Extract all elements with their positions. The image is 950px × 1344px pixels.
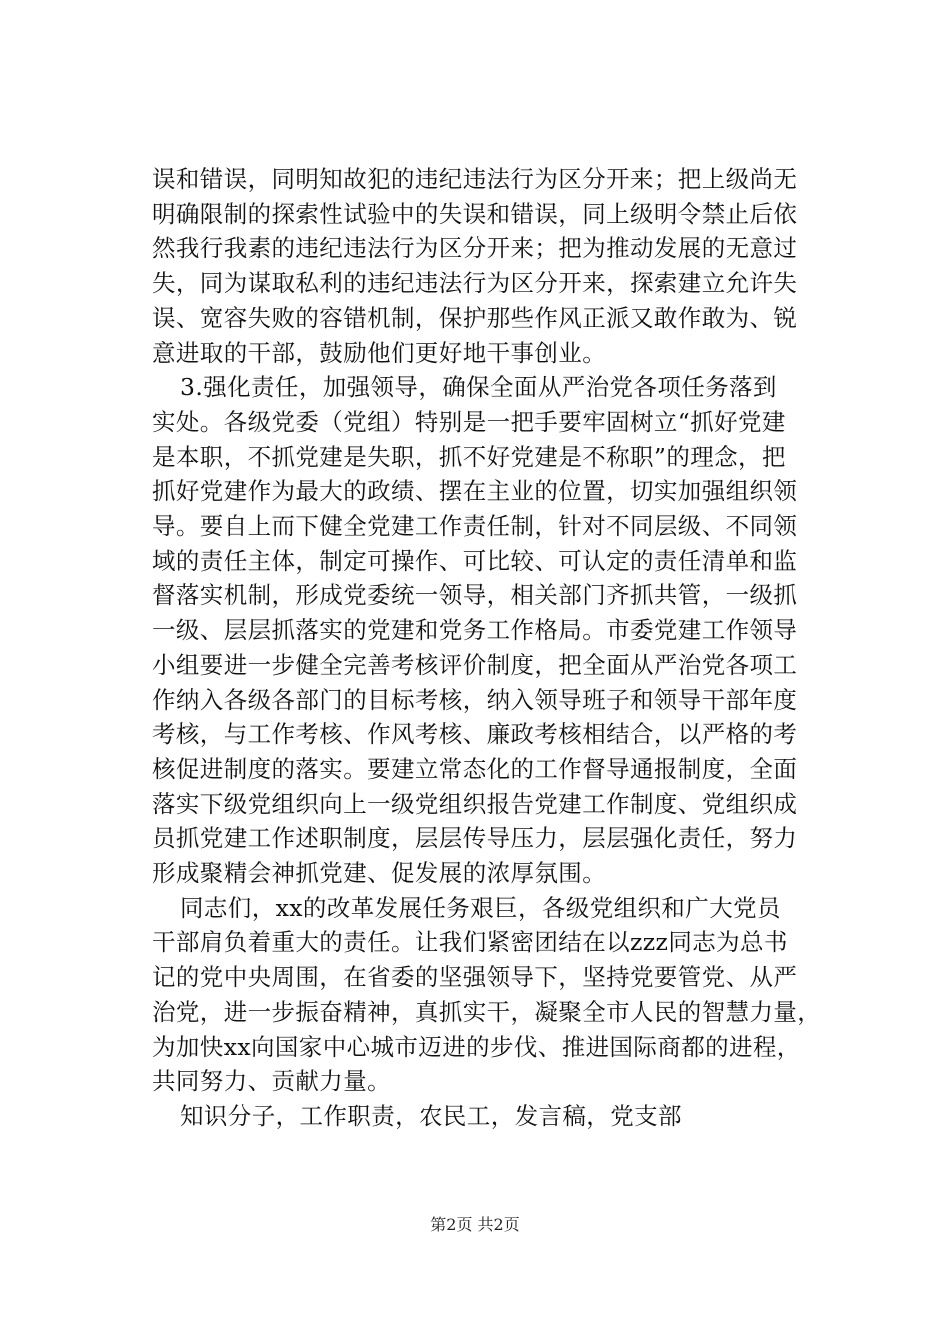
text-line: 误和错误，同明知故犯的违纪违法行为区分开来；把上级尚无 — [152, 165, 798, 193]
page-number-footer: 第2页 共2页 — [430, 1215, 520, 1234]
text-line: 核促进制度的落实。要建立常态化的工作督导通报制度，全面 — [152, 754, 798, 783]
text-line: 抓好党建作为最大的政绩、摆在主业的位置，切实加强组织领 — [152, 477, 798, 506]
text-line: 3.强化责任，加强领导，确保全面从严治党各项任务落到 — [180, 373, 777, 402]
document-body — [152, 162, 832, 1134]
text-line: 导。要自上而下健全党建工作责任制，针对不同层级、不同领 — [152, 512, 798, 541]
keywords-line: 知识分子，工作职责，农民工，发言稿，党支部 — [180, 1101, 682, 1130]
text-line: 同志们，xx的改革发展任务艰巨，各级党组织和广大党员 — [180, 893, 781, 922]
text-line: 误、宽容失败的容错机制，保护那些作风正派又敢作敢为、锐 — [152, 303, 798, 332]
text-line: 然我行我素的违纪违法行为区分开来；把为推动发展的无意过 — [152, 234, 798, 263]
text-line: 小组要进一步健全完善考核评价制度，把全面从严治党各项工 — [152, 650, 798, 679]
text-line: 落实下级党组织向上一级党组织报告党建工作制度、党组织成 — [152, 789, 798, 818]
text-line: 督落实机制，形成党委统一领导，相关部门齐抓共管，一级抓 — [152, 581, 798, 610]
text-line: 治党，进一步振奋精神，真抓实干，凝聚全市人民的智慧力量， — [152, 997, 822, 1026]
text-line: 形成聚精会神抓党建、促发展的浓厚氛围。 — [152, 859, 607, 888]
text-line: 意进取的干部，鼓励他们更好地干事创业。 — [152, 338, 607, 367]
text-line: 员抓党建工作述职制度，层层传导压力，层层强化责任，努力 — [152, 824, 798, 853]
text-line: 作纳入各级各部门的目标考核，纳入领导班子和领导干部年度 — [152, 685, 798, 714]
text-line: 共同努力、贡献力量。 — [152, 1067, 391, 1096]
text-line: 域的责任主体，制定可操作、可比较、可认定的责任清单和监 — [152, 546, 798, 575]
paragraph-keywords — [152, 1099, 832, 1134]
text-line: 是本职，不抓党建是失职，抓不好党建是不称职”的理念，把 — [152, 442, 786, 471]
text-line: 实处。各级党委（党组）特别是一把手要牢固树立“抓好党建 — [152, 407, 786, 436]
text-line: 失，同为谋取私利的违纪违法行为区分开来，探索建立允许失 — [152, 269, 798, 298]
text-line: 一级、层层抓落实的党建和党务工作格局。市委党建工作领导 — [152, 616, 798, 645]
text-line: 明确限制的探索性试验中的失误和错误，同上级明令禁止后依 — [152, 199, 798, 228]
text-line: 干部肩负着重大的责任。让我们紧密团结在以zzz同志为总书 — [152, 928, 788, 957]
text-line: 记的党中央周围，在省委的坚强领导下，坚持党要管党、从严 — [152, 963, 798, 992]
text-line: 为加快xx向国家中心城市迈进的步伐、推进国际商都的进程， — [152, 1032, 801, 1061]
paragraph-strengthen-responsibility — [152, 370, 832, 891]
paragraph-closing-remarks — [152, 891, 832, 1099]
text-line: 考核，与工作考核、作风考核、廉政考核相结合，以严格的考 — [152, 720, 798, 749]
paragraph-error-tolerance — [152, 162, 832, 370]
